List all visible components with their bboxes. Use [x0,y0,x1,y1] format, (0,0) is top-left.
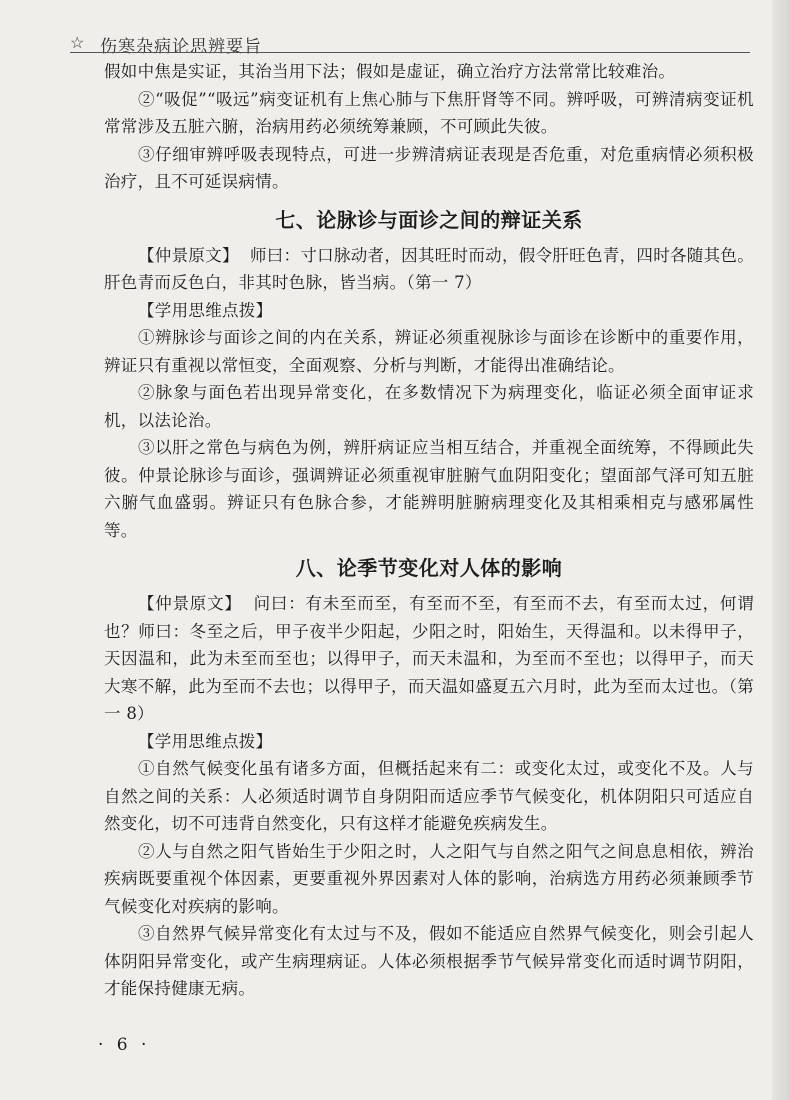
paragraph: ③自然界气候异常变化有太过与不及，假如不能适应自然界气候变化，则会引起人体阴阳异常变化，或产生病理病证。人体必须根据季节气候异常变化而适时调节阴阳，才能保持健康无病。 [104,924,754,998]
header-title: 伤寒杂病论思辨要旨 [100,37,262,57]
points-label: 【学用思维点拨】 [138,731,273,751]
paragraph: ③仔细审辨呼吸表现特点，可进一步辨清病证表现是否危重，对危重病情必须积极治疗，且不可延误病情。 [104,144,754,191]
running-header [70,32,750,56]
page-number: · 6 · [98,1035,151,1055]
original-label: 【仲景原文】 [138,594,242,613]
points-label: 【学用思维点拨】 [138,300,273,320]
header-ornament-icon: ☆ [70,33,85,52]
section-heading-8: 八、论季节变化对人体的影响 [295,556,563,580]
section-heading-7: 七、论脉诊与面诊之间的辩证关系 [275,207,583,232]
original-label: 【仲景原文】 [138,245,239,265]
header-rule [70,52,750,53]
page-body [104,58,754,1003]
original-text-paragraph [104,590,754,728]
paragraph: ①辨脉诊与面诊之间的内在关系，辨证必须重视脉诊与面诊在诊断中的重要作用，辨证只有重视以常恒变，全面观察、分析与判断，才能得出准确结论。 [104,328,754,375]
original-text: 师曰：寸口脉动者，因其旺时而动，假令肝旺色青，四时各随其色。肝色青而反色白，非其时色脉，皆当病。（第一 7） [104,245,755,292]
paragraph: ②脉象与面色若出现异常变化，在多数情况下为病理变化，临证必须全面审证求机，以法论治。 [104,383,754,430]
original-text: 问曰：有未至而至，有至而不至，有至而不去，有至而太过，何谓也？师曰：冬至之后，甲子夜半少阳起，少阳之时，阳始生，天得温和。以未得甲子，天因温和，此为未至而至也；以得甲子，而天未温和，为至而不至也；以得甲子，而天大寒不解，此为至而不去也；以得甲子，而天温如盛夏五六月时，此为至而太过也。（第一 8） [104,594,754,723]
paragraph: ①自然气候变化虽有诸多方面，但概括起来有二：或变化太过，或变化不及。人与自然之间的关系：人必须适时调节自身阴阳而适应季节气候变化，机体阴阳只可适应自然变化，切不可违背自然变化，只有这样才能避免疾病发生。 [104,759,754,833]
paragraph: ②“吸促”“吸远”病变证机有上焦心肺与下焦肝肾等不同。辨呼吸，可辨清病变证机常常涉及五脏六腑，治病用药必须统筹兼顾，不可顾此失彼。 [104,89,754,136]
paragraph: ②人与自然之阳气皆始生于少阳之时，人之阳气与自然之阳气之间息息相依，辨治疾病既要重视个体因素，更要重视外界因素对人体的影响，治病选方用药必须兼顾季节气候变化对疾病的影响。 [104,841,754,916]
page-edge [772,0,790,1100]
paragraph: ③以肝之常色与病色为例，辨肝病证应当相互结合，并重视全面统筹，不得顾此失彼。仲景论脉诊与面诊，强调辨证必须重视审脏腑气血阴阳变化；望面部气泽可知五脏六腑气血盛弱。辨证只有色脉合参，才能辨明脏腑病理变化及其相乘相克与感邪属性等。 [104,438,754,540]
original-text-paragraph [104,242,754,297]
paragraph: 假如中焦是实证，其治当用下法；假如是虚证，确立治疗方法常常比较难治。 [104,62,676,81]
